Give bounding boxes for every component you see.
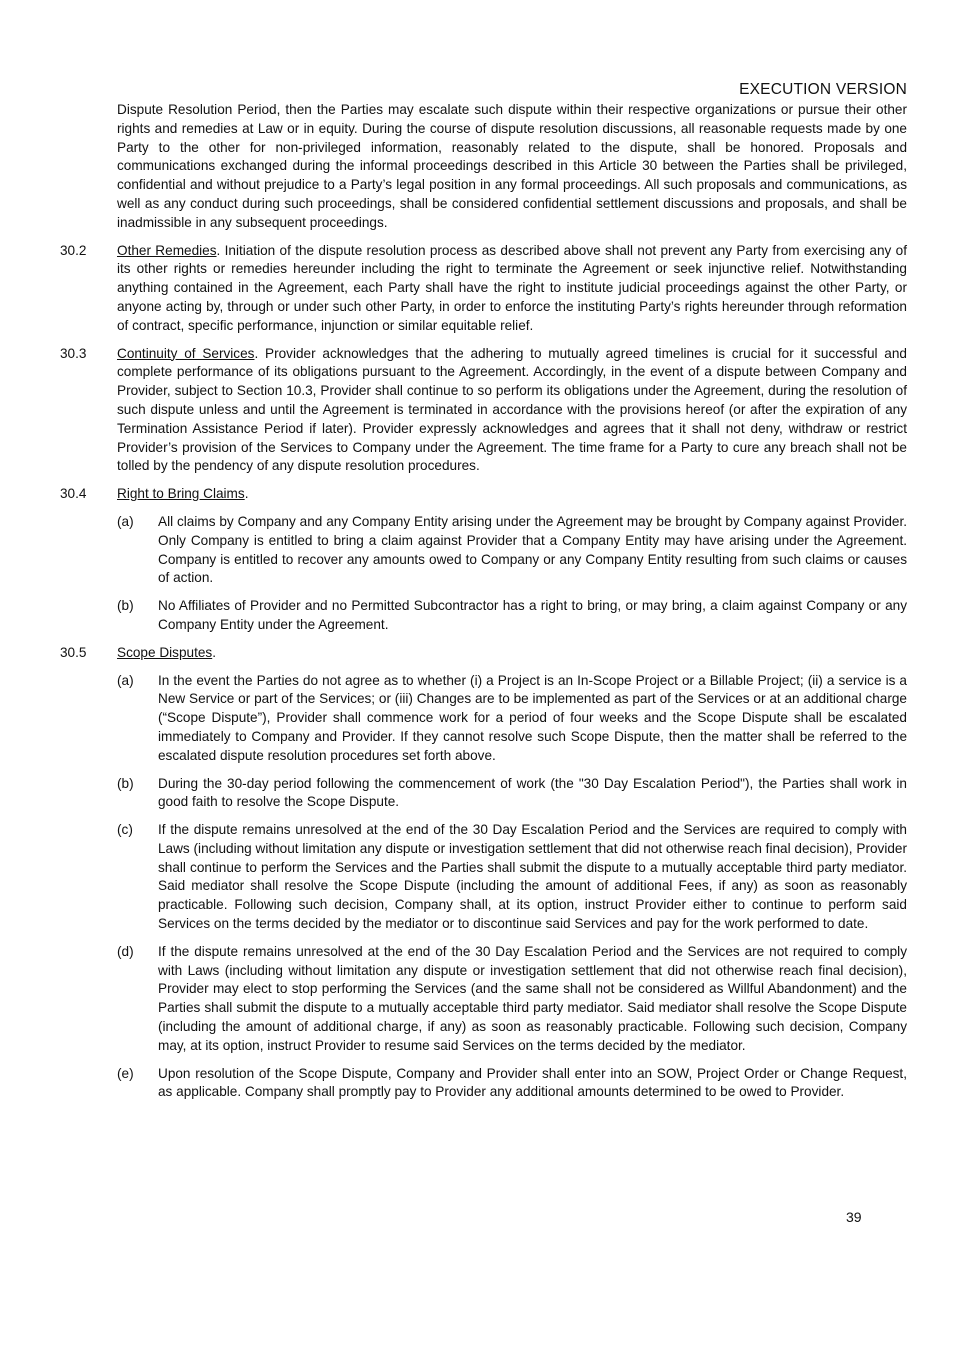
section-title: Scope Disputes: [117, 644, 213, 660]
item-label: (b): [117, 598, 134, 614]
section-body: Scope Disputes.: [117, 644, 216, 660]
list-item: [117, 672, 907, 766]
item-text: During the 30-day period following the commencement of work (the "30 Day Escalation Period"), the Parties shall work in good faith to resolve the Scope Dispute.: [158, 775, 907, 810]
section-number: 30.3: [60, 345, 87, 361]
item-text: In the event the Parties do not agree as to whether (i) a Project is an In-Scope Project or a Billable Project; (ii) a service is a New Service or part of the Services; or (iii) Changes are to be implemented as part of the Services or at an additional charge (“Scope Dispute”), Provider shall commence work for a period of four weeks and the Scope Dispute shall be escalated immediately to Company and Provider. If they cannot resolve such Scope Dispute, then the matter shall be referred to the escalated dispute resolution procedures set forth above.: [158, 672, 907, 763]
item-text: Upon resolution of the Scope Dispute, Company and Provider shall enter into an SOW, Project Order or Change Request, as applicable. Company shall promptly pay to Provider any additional amounts determined to be owed to Provider.: [158, 1065, 907, 1100]
document-version-label: EXECUTION VERSION: [739, 81, 907, 98]
item-text: All claims by Company and any Company Entity arising under the Agreement may be brought by Company against Provider. Only Company is entitled to bring a claim against Provider that a Company Entity may have arising under the Agreement. Company is entitled to recover any amounts owed to Company or any Company Entity resulting from such claims or causes of action.: [158, 513, 907, 586]
list-item: [117, 943, 907, 1056]
list-item: [117, 821, 907, 934]
list-item: [117, 597, 907, 635]
list-item: [117, 513, 907, 588]
section-number: 30.5: [60, 644, 87, 660]
list-item: [117, 775, 907, 813]
section-title: Continuity of Services: [117, 345, 255, 361]
section-30-3: [60, 345, 907, 477]
item-label: (a): [117, 513, 134, 529]
page-number: 39: [846, 1209, 862, 1225]
item-label: (c): [117, 822, 133, 838]
item-label: (a): [117, 672, 134, 688]
section-text: Provider acknowledges that the adhering to mutually agreed timelines is crucial for it successful and complete performance of its obligations pursuant to the Agreement. Accordingly, in the event of a dispute between Company and Provider, subject to Section 10.3, Provider shall continue to so perform its obligations under the Agreement, during the resolution of such dispute unless and until the Agreement is terminated in accordance with the provisions hereof (or after the expiration of any Termination Assistance Period if later). Provider expressly acknowledges and agrees that it shall not deny, withdraw or restrict Provider’s provision of the Services to Company under the Agreement. The time frame for a Party to cure any breach shall not be tolled by the pendency of any dispute resolution procedures.: [117, 345, 907, 474]
item-label: (d): [117, 943, 134, 959]
list-item: [117, 1065, 907, 1103]
section-30-2: [60, 242, 907, 336]
item-label: (b): [117, 775, 134, 791]
item-text: No Affiliates of Provider and no Permitted Subcontractor has a right to bring, or may bring, a claim against Company or any Company Entity under the Agreement.: [158, 598, 907, 632]
section-title: Right to Bring Claims: [117, 486, 245, 502]
item-text: If the dispute remains unresolved at the end of the 30 Day Escalation Period and the Services are required to comply with Laws (including without limitation any dispute or investigation settlement that did not otherwise reach final decision), Provider shall continue to perform the Services and the Parties shall submit the dispute to a mutually acceptable third party mediator. Said mediator shall resolve the Scope Dispute (including the amount of additional Fees, if any) as soon as reasonably practicable. Following such decision, Company shall, at its option, instruct Provider either to continue to perform said Services on the terms decided by the mediator or to discontinue said Services and pay for the work performed to date.: [158, 822, 907, 932]
section-body: Right to Bring Claims.: [117, 486, 249, 502]
intro-paragraph: Dispute Resolution Period, then the Parties may escalate such dispute within their respective organizations or pursue their other rights and remedies at Law or in equity. During the course of dispute resolution discussions, all reasonable requests made by one Party to the other for non-privileged information, reasonably related to the dispute, shall be honored. Proposals and communications exchanged during the informal proceedings described in this Article 30 between the Parties shall be privileged, confidential and without prejudice to a Party’s legal position in any formal proceedings. All such proposals and communications, as well as any conduct during such proceedings, shall be considered confidential settlement discussions and proposals, and shall be inadmissible in any subsequent proceedings.: [117, 102, 907, 230]
section-30-4: [60, 485, 907, 504]
item-label: (e): [117, 1065, 134, 1081]
section-body: Continuity of Services. Provider acknowledges that the adhering to mutually agreed timelines is crucial for it successful and complete performance of its obligations pursuant to the Agreement. Accordingly, in the event of a dispute between Company and Provider, subject to Section 10.3, Provider shall continue to so perform its obligations under the Agreement, during the resolution of such dispute unless and until the Agreement is terminated in accordance with the provisions hereof (or after the expiration of any Termination Assistance Period if later). Provider expressly acknowledges and agrees that it shall not deny, withdraw or restrict Provider’s provision of the Services to Company under the Agreement. The time frame for a Party to cure any breach shall not be tolled by the pendency of any dispute resolution procedures.: [117, 345, 907, 474]
section-number: 30.2: [60, 242, 87, 258]
section-body: Other Remedies. Initiation of the dispute resolution process as described above shall not prevent any Party from exercising any of its other rights or remedies hereunder including the right to terminate the Agreement or seek injunctive relief. Notwithstanding anything contained in the Agreement, each Party shall have the right to institute judicial proceedings against the other Party, or anyone acting by, through or under such other Party, in order to enforce the instituting Party’s rights hereunder through reformation of contract, specific performance, injunction or similar equitable relief.: [117, 242, 907, 333]
item-text: If the dispute remains unresolved at the end of the 30 Day Escalation Period and the Services are not required to comply with Laws (including without limitation any dispute or investigation settlement that did not otherwise reach final decision), Provider may elect to stop performing the Services (and the same shall not be considered as Willful Abandonment) and the Parties shall submit the dispute to a mutually acceptable third party mediator. Said mediator shall resolve the Scope Dispute (including the amount of additional charge, if any) as soon as reasonably practicable. Following such decision, Company may, at its option, instruct Provider to resume said Services on the terms decided by the mediator.: [158, 943, 907, 1053]
section-title: Other Remedies: [117, 242, 217, 258]
document-body: [60, 101, 907, 1102]
section-text: Initiation of the dispute resolution process as described above shall not prevent any Party from exercising any of its other rights or remedies hereunder including the right to terminate the Agreement or seek injunctive relief. Notwithstanding anything contained in the Agreement, each Party shall have the right to institute judicial proceedings against the other Party, or anyone acting by, through or under such other Party, in order to enforce the instituting Party’s rights hereunder through reformation of contract, specific performance, injunction or similar equitable relief.: [117, 242, 907, 333]
section-number: 30.4: [60, 486, 87, 502]
section-30-5: [60, 644, 907, 663]
